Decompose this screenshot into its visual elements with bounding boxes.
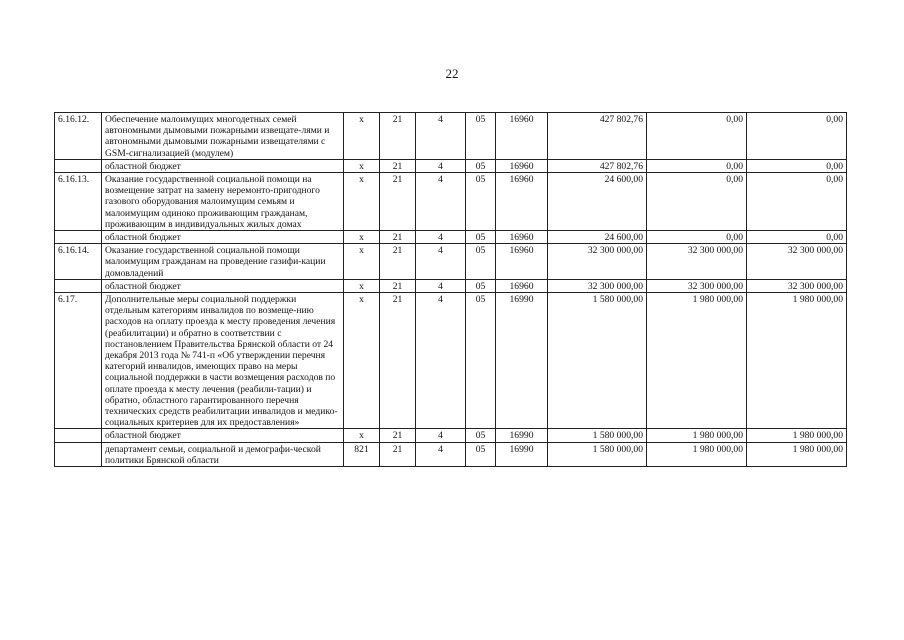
amount-cell-3: 32 300 000,00: [747, 279, 847, 292]
code-cell-5: 16960: [496, 113, 548, 160]
code-cell-2: 21: [380, 429, 416, 442]
amount-cell-2: 32 300 000,00: [647, 244, 747, 280]
row-number-cell: [55, 429, 102, 442]
amount-cell-3: 1 980 000,00: [747, 293, 847, 429]
code-cell-2: 21: [380, 293, 416, 429]
description-cell: областной бюджет: [102, 231, 344, 244]
code-cell-4: 05: [466, 173, 496, 231]
amount-cell-1: 32 300 000,00: [548, 279, 647, 292]
amount-cell-2: 0,00: [647, 113, 747, 160]
code-cell-3: 4: [416, 442, 466, 466]
code-cell-2: 21: [380, 173, 416, 231]
code-cell-4: 05: [466, 429, 496, 442]
row-number-cell: 6.16.12.: [55, 113, 102, 160]
code-cell-5: 16960: [496, 279, 548, 292]
code-cell-5: 16990: [496, 442, 548, 466]
code-cell-1: х: [344, 293, 380, 429]
code-cell-5: 16960: [496, 244, 548, 280]
amount-cell-3: 0,00: [747, 231, 847, 244]
code-cell-1: х: [344, 113, 380, 160]
amount-cell-1: 427 802,76: [548, 113, 647, 160]
code-cell-2: 21: [380, 113, 416, 160]
code-cell-3: 4: [416, 279, 466, 292]
table-row: [55, 113, 847, 160]
code-cell-4: 05: [466, 113, 496, 160]
code-cell-5: 16990: [496, 429, 548, 442]
code-cell-2: 21: [380, 442, 416, 466]
code-cell-5: 16960: [496, 173, 548, 231]
code-cell-2: 21: [380, 159, 416, 172]
code-cell-3: 4: [416, 244, 466, 280]
description-cell: областной бюджет: [102, 279, 344, 292]
code-cell-1: х: [344, 231, 380, 244]
amount-cell-1: 24 600,00: [548, 173, 647, 231]
code-cell-4: 05: [466, 244, 496, 280]
code-cell-3: 4: [416, 429, 466, 442]
amount-cell-2: 0,00: [647, 231, 747, 244]
amount-cell-3: 1 980 000,00: [747, 429, 847, 442]
amount-cell-2: 1 980 000,00: [647, 293, 747, 429]
row-number-cell: [55, 159, 102, 172]
code-cell-4: 05: [466, 279, 496, 292]
code-cell-5: 16990: [496, 293, 548, 429]
code-cell-2: 21: [380, 279, 416, 292]
code-cell-4: 05: [466, 442, 496, 466]
code-cell-4: 05: [466, 159, 496, 172]
code-cell-2: 21: [380, 244, 416, 280]
amount-cell-2: 0,00: [647, 173, 747, 231]
description-cell: Оказание государственной социальной помощи малоимущим гражданам на проведение газифи-кации домовладений: [102, 244, 344, 280]
description-cell: областной бюджет: [102, 429, 344, 442]
code-cell-3: 4: [416, 113, 466, 160]
code-cell-3: 4: [416, 231, 466, 244]
amount-cell-1: 32 300 000,00: [548, 244, 647, 280]
amount-cell-3: 32 300 000,00: [747, 244, 847, 280]
code-cell-1: х: [344, 244, 380, 280]
code-cell-1: 821: [344, 442, 380, 466]
table-body: [55, 113, 847, 467]
row-number-cell: [55, 231, 102, 244]
code-cell-1: х: [344, 159, 380, 172]
amount-cell-1: 24 600,00: [548, 231, 647, 244]
code-cell-4: 05: [466, 231, 496, 244]
code-cell-5: 16960: [496, 159, 548, 172]
row-number-cell: 6.17.: [55, 293, 102, 429]
row-number-cell: 6.16.14.: [55, 244, 102, 280]
amount-cell-1: 1 580 000,00: [548, 442, 647, 466]
description-cell: департамент семьи, социальной и демографи-ческой политики Брянской области: [102, 442, 344, 466]
amount-cell-2: 32 300 000,00: [647, 279, 747, 292]
table-row: [55, 231, 847, 244]
amount-cell-3: 1 980 000,00: [747, 442, 847, 466]
code-cell-1: х: [344, 429, 380, 442]
table-row: [55, 159, 847, 172]
code-cell-1: х: [344, 279, 380, 292]
amount-cell-1: 427 802,76: [548, 159, 647, 172]
amount-cell-1: 1 580 000,00: [548, 429, 647, 442]
amount-cell-2: 0,00: [647, 159, 747, 172]
table-row: [55, 442, 847, 466]
amount-cell-3: 0,00: [747, 159, 847, 172]
code-cell-5: 16960: [496, 231, 548, 244]
page-number: 22: [445, 66, 459, 81]
code-cell-3: 4: [416, 293, 466, 429]
code-cell-3: 4: [416, 159, 466, 172]
description-cell: областной бюджет: [102, 159, 344, 172]
row-number-cell: 6.16.13.: [55, 173, 102, 231]
table-row: [55, 244, 847, 280]
description-cell: Обеспечение малоимущих многодетных семей автономными дымовыми пожарными извещате-лями и автономными дымовыми пожарными извещателями с GSM-сигнализацией (модулем): [102, 113, 344, 160]
amount-cell-3: 0,00: [747, 113, 847, 160]
description-cell: Оказание государственной социальной помощи на возмещение затрат на замену неремонто-пригодного газового оборудования малоимущим семьям и малоимущим одиноко проживающим гражданам, проживающим в индивидуальных жилых домах: [102, 173, 344, 231]
table-row: [55, 293, 847, 429]
amount-cell-1: 1 580 000,00: [548, 293, 647, 429]
row-number-cell: [55, 279, 102, 292]
table-row: [55, 429, 847, 442]
amount-cell-2: 1 980 000,00: [647, 429, 747, 442]
amount-cell-2: 1 980 000,00: [647, 442, 747, 466]
code-cell-2: 21: [380, 231, 416, 244]
code-cell-3: 4: [416, 173, 466, 231]
code-cell-4: 05: [466, 293, 496, 429]
table-row: [55, 279, 847, 292]
code-cell-1: х: [344, 173, 380, 231]
table-row: [55, 173, 847, 231]
description-cell: Дополнительные меры социальной поддержки отдельным категориям инвалидов по возмеще-нию расходов на оплату проезда к месту проведения лечения (реабилитации) и обратно в соответствии с постановлением Правительства Брянской области от 24 декабря 2013 года № 741-п «Об утверждении перечня категорий инвалидов, имеющих право на меры социальной поддержки в части возмещения расходов по оплате проезда к месту лечения (реабили-тации) и обратно, областного гарантированного перечня технических средств реабилитации инвалидов и медико-социальных критериев для их предоставления»: [102, 293, 344, 429]
budget-table: [54, 112, 847, 467]
amount-cell-3: 0,00: [747, 173, 847, 231]
row-number-cell: [55, 442, 102, 466]
